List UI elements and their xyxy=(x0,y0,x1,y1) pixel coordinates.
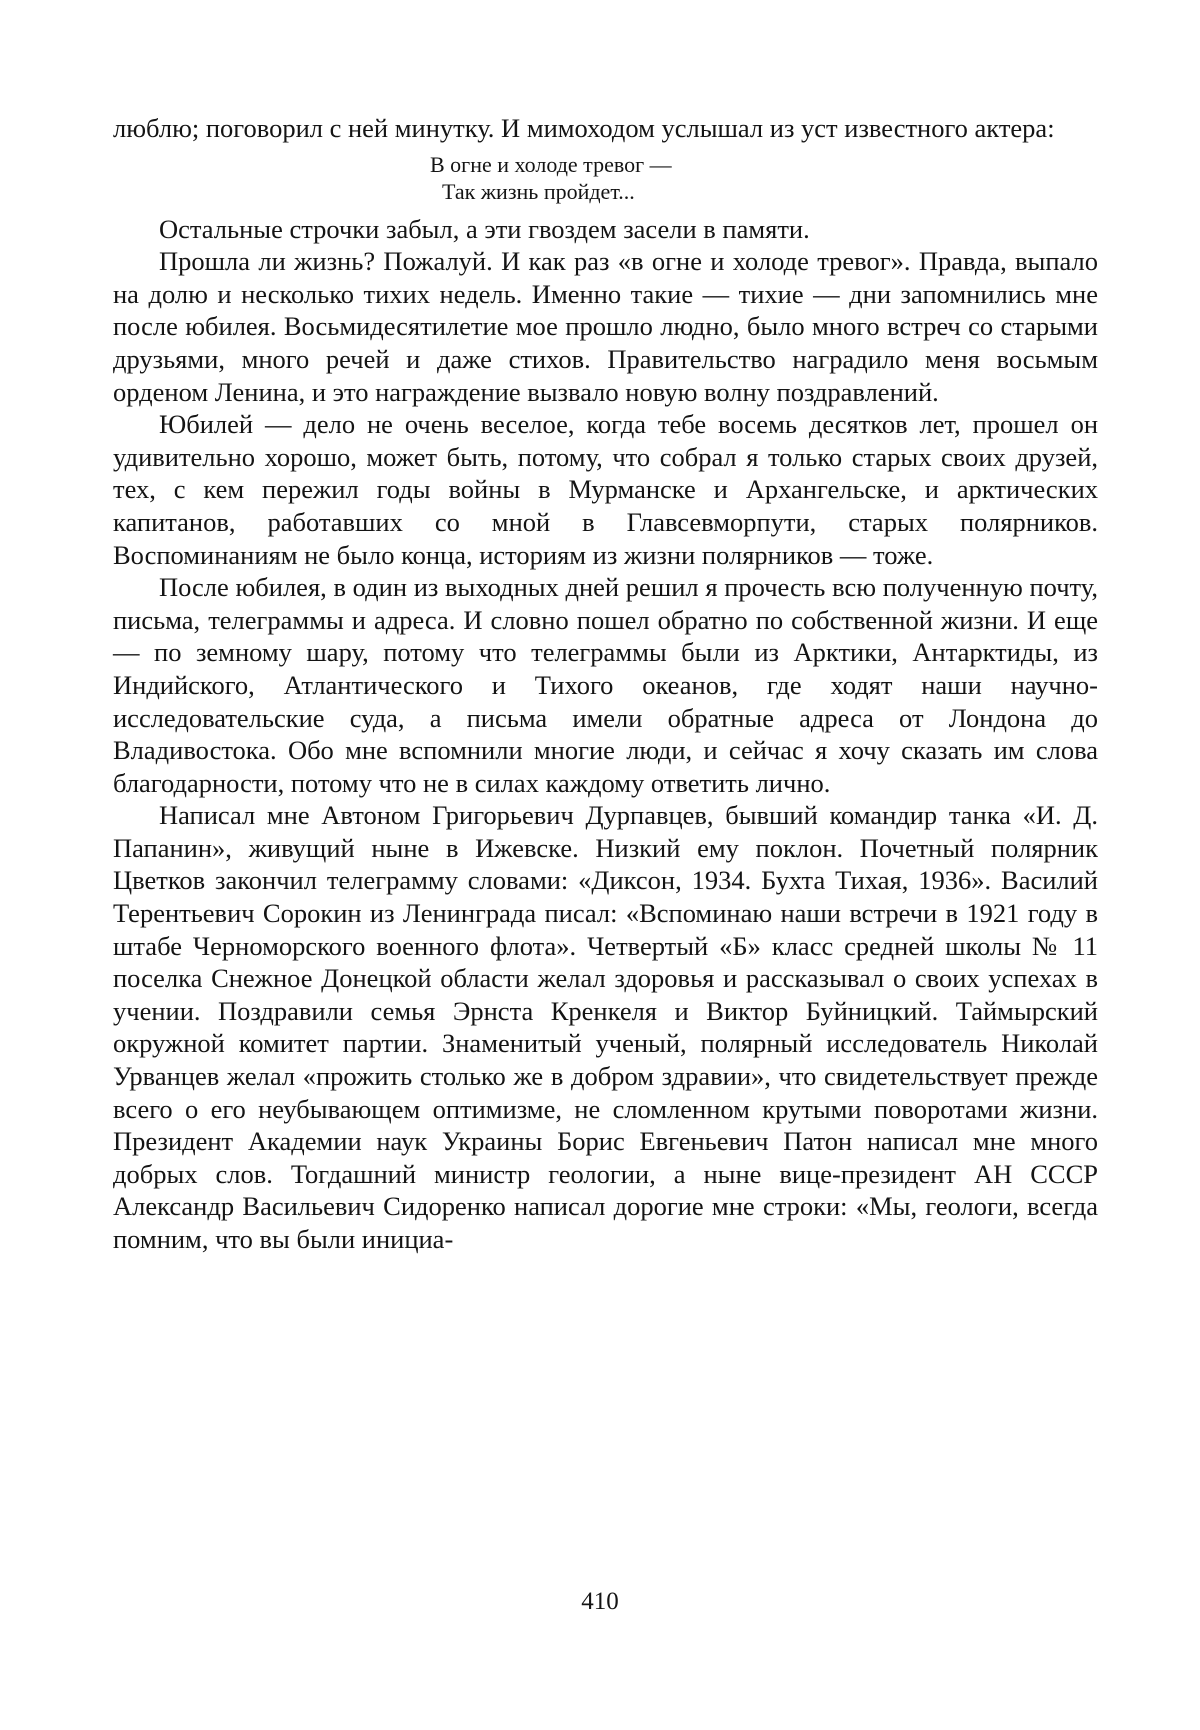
paragraph: Юбилей — дело не очень веселое, когда тебе восемь десятков лет, прошел он удивительно хорошо, может быть, потому, что собрал я только старых своих друзей, тех, с кем пережил годы войны в Мурманске и Архангельске, и арктических капитанов, работавших со мной в Главсевморпути, старых полярников. Воспоминаниям не было конца, историям из жизни полярников — тоже. xyxy=(113,409,1098,570)
page-number: 410 xyxy=(581,1588,619,1615)
paragraph: Написал мне Автоном Григорьевич Дурпавцев, бывший командир танка «И. Д. Папанин», живущий ныне в Ижевске. Низкий ему поклон. Почетный полярник Цветков закончил телеграмму словами: «Диксон, 1934. Бухта Тихая, 1936». Василий Терентьевич Сорокин из Ленинграда писал: «Вспоминаю наши встречи в 1921 году в штабе Черноморского военного флота». Четвертый «Б» класс средней школы № 11 поселка Снежное Донецкой области желал здоровья и рассказывал о своих успехах в учении. Поздравили семья Эрнста Кренкеля и Виктор Буйницкий. Таймырский окружной комитет партии. Знаменитый ученый, полярный исследователь Николай Урванцев желал «прожить столько же в добром здравии», что свидетельствует прежде всего о его неубывающем оптимизме, не сломленном крутыми поворотами жизни. Президент Академии наук Украины Борис Евгеньевич Патон написал мне много добрых слов. Тогдашний министр геологии, а ныне вице-президент АН СССР Александр Васильевич Сидоренко написал дорогие мне строки: «Мы, геологи, всегда помним, что вы были инициа- xyxy=(113,800,1098,1254)
page-body xyxy=(113,112,1098,1256)
paragraph-opening: люблю; поговорил с ней минутку. И мимоходом услышал из уст известного актера: xyxy=(113,113,1055,143)
paragraph: Прошла ли жизнь? Пожалуй. И как раз «в огне и холоде тревог». Правда, выпало на долю и несколько тихих недель. Именно такие — тихие — дни запомнились мне после юбилея. Восьмидесятилетие мое прошло людно, было много встреч со старыми друзьями, много речей и даже стихов. Правительство наградило меня восьмым орденом Ленина, и это награждение вызвало новую волну поздравлений. xyxy=(113,246,1098,407)
paragraph: Остальные строчки забыл, а эти гвоздем засели в памяти. xyxy=(159,213,810,244)
verse-line: Так жизнь пройдет... xyxy=(442,178,635,204)
verse-line: В огне и холоде тревог — xyxy=(430,151,672,177)
verse-quote xyxy=(113,151,1098,205)
paragraph: После юбилея, в один из выходных дней решил я прочесть всю полученную почту, письма, телеграммы и адреса. И словно пошел обратно по собственной жизни. И еще — по земному шару, потому что телеграммы были из Арктики, Антарктиды, из Индийского, Атлантического и Тихого океанов, где ходят наши научно-исследовательские суда, а письма имели обратные адреса от Лондона до Владивостока. Обо мне вспомнили многие люди, и сейчас я хочу сказать им слова благодарности, потому что не в силах каждому ответить лично. xyxy=(113,572,1098,798)
